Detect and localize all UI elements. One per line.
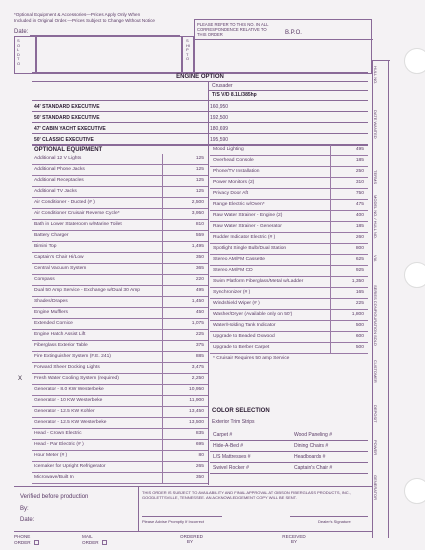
model-name: 47' CABIN YACHT EXECUTIVE [34, 126, 106, 132]
option-label: Water/Holding Tank Indicator [213, 323, 276, 328]
option-row[interactable] [32, 440, 208, 451]
option-price: 925 [355, 268, 364, 273]
color-row[interactable] [210, 441, 368, 452]
side-label: VIA [373, 255, 378, 262]
option-label: Stereo AM/FM Cassette [213, 257, 265, 262]
option-row[interactable] [210, 277, 368, 288]
phone-order-checkbox[interactable] [34, 540, 39, 545]
option-row[interactable] [32, 176, 208, 187]
option-label: Generator - 8.0 KW Westerbeke [34, 387, 104, 392]
option-label: Battery Charger [34, 233, 69, 238]
option-price: 225 [355, 301, 364, 306]
engine-title: ENGINE OPTION [176, 74, 224, 80]
option-label: * Cruisair Requires 50 amp Service [213, 356, 290, 361]
sold-to-box [14, 36, 36, 74]
header-note: *Optional Equipment & Accessories—Prices Apply Only When [14, 12, 141, 17]
option-row[interactable] [32, 253, 208, 264]
optional-title: OPTIONAL EQUIPMENT [34, 147, 103, 153]
option-row[interactable] [32, 341, 208, 352]
option-label: Additional Phone Jacks [34, 167, 85, 172]
option-label: Overhead Console [213, 158, 254, 163]
option-label: Raw Water Strainer - Engine (2) [213, 213, 283, 218]
color-field: Hide-A-Bed # [213, 443, 244, 449]
option-row[interactable] [32, 407, 208, 418]
side-label: POWER [373, 440, 378, 456]
option-price: 625 [355, 257, 364, 262]
option-price: 1,350 [351, 279, 364, 284]
option-price: 495 [355, 147, 364, 152]
model-price: 195,590 [210, 137, 229, 143]
option-row[interactable] [32, 330, 208, 341]
option-label: Generator - 12.5 KW Westerbeke [34, 420, 107, 425]
contract-text: THIS ORDER IS SUBJECT TO AVAILABILITY AND FINAL APPROVAL AT GIBSON FIBERGLASS PRODUCTS, INC., [142, 490, 351, 495]
option-row[interactable] [32, 308, 208, 319]
option-row[interactable] [32, 396, 208, 407]
side-label: HULL NO. [373, 66, 378, 85]
color-field: Wood Paneling # [294, 432, 332, 438]
option-row[interactable] [210, 222, 368, 233]
option-price: 2,250 [191, 376, 204, 381]
option-price: 13,450 [189, 409, 204, 414]
option-row[interactable] [32, 352, 208, 363]
option-price: 375 [195, 343, 204, 348]
option-row[interactable] [210, 200, 368, 211]
option-row[interactable] [210, 321, 368, 332]
option-price: 500 [355, 345, 364, 350]
option-row[interactable] [32, 198, 208, 209]
header-note: Included in Original Order.—Prices Subject to Change Without Notice [14, 18, 155, 23]
option-price: 185 [355, 158, 364, 163]
option-label: Fiberglass Exterior Table [34, 343, 88, 348]
color-row[interactable] [210, 430, 368, 441]
phone-order-label: ORDER [14, 540, 31, 545]
option-row[interactable] [32, 165, 208, 176]
option-price: 559 [195, 233, 204, 238]
ship-to-box [182, 36, 194, 74]
option-price: 125 [195, 167, 204, 172]
option-label: Icemaker for Upright Refrigerator [34, 464, 106, 469]
side-label: SOLD [373, 335, 378, 346]
option-row[interactable] [32, 264, 208, 275]
option-label: Range Electric w/Oven* [213, 202, 265, 207]
punch-hole [404, 478, 425, 504]
option-label: Stereo AM/FM CD [213, 268, 253, 273]
option-price: 125 [195, 178, 204, 183]
option-row[interactable] [32, 451, 208, 462]
option-price: 835 [195, 431, 204, 436]
option-price: 365 [195, 266, 204, 271]
option-row[interactable] [32, 154, 208, 165]
color-field: Headboards # [294, 454, 326, 460]
engine-model-row[interactable] [32, 123, 368, 134]
option-label: Swim Platform Fiberglass/Metal w/Ladder [213, 279, 304, 284]
option-price: 2,500 [191, 200, 204, 205]
option-label: Raw Water Strainer - Generator [213, 224, 282, 229]
punch-hole [404, 262, 425, 288]
option-row[interactable] [32, 242, 208, 253]
option-row[interactable] [210, 299, 368, 310]
option-label: Generator - 10 KW Westerbeke [34, 398, 103, 403]
ship-to-field[interactable] [194, 19, 372, 74]
option-label: Captain's Chair Hi/Low [34, 255, 84, 260]
option-row[interactable] [32, 275, 208, 286]
option-label: Engine Mufflers [34, 310, 68, 315]
side-label: DEPOSIT [373, 405, 378, 423]
selected-mark: X [18, 376, 23, 382]
engine-model-row[interactable] [32, 112, 368, 123]
option-label: Central Vacuum System [34, 266, 87, 271]
option-price: 250 [355, 169, 364, 174]
option-price: 225 [195, 332, 204, 337]
option-row[interactable] [210, 255, 368, 266]
option-label: Dual 50 Amp Service - Exchange w/Dual 30 Amp [34, 288, 141, 293]
engine-model-row[interactable] [32, 134, 368, 145]
option-price: 800 [355, 246, 364, 251]
option-label: Additional 12 V Lights [34, 156, 82, 161]
model-name: 50' STANDARD EXECUTIVE [34, 115, 100, 121]
option-label: Head - Par Electric (# ) [34, 442, 84, 447]
option-row[interactable] [32, 231, 208, 242]
option-label: Phone/TV Installation [213, 169, 260, 174]
option-price: 450 [195, 310, 204, 315]
option-label: Compass [34, 277, 55, 282]
option-price: 1,450 [191, 299, 204, 304]
option-row[interactable] [210, 244, 368, 255]
option-price: 310 [355, 180, 364, 185]
engine-name: Crusader [212, 83, 233, 89]
option-price: 1,495 [191, 244, 204, 249]
option-price: 3,475 [191, 365, 204, 370]
sold-to-field[interactable] [36, 36, 182, 74]
option-price: 350 [195, 255, 204, 260]
option-row[interactable] [210, 310, 368, 321]
side-label: CUSTOMER [373, 360, 378, 383]
side-label: MODEL NO. / HULL NO. [373, 195, 378, 239]
option-price: 600 [355, 334, 364, 339]
option-price: 80 [198, 453, 204, 458]
model-price: 192,500 [210, 115, 229, 121]
option-price: 260 [355, 235, 364, 240]
option-row[interactable] [32, 473, 208, 484]
side-label: GENERATOR [373, 475, 378, 500]
option-row[interactable] [210, 156, 368, 167]
option-label: Engine Hatch Assist Lift [34, 332, 86, 337]
option-price: 11,900 [189, 398, 204, 403]
option-row [210, 354, 368, 365]
option-price: 1,800 [351, 312, 364, 317]
option-row[interactable] [32, 319, 208, 330]
option-price: 350 [195, 475, 204, 480]
option-row[interactable] [210, 288, 368, 299]
option-price: 810 [195, 222, 204, 227]
side-label: TERMS [373, 170, 378, 184]
color-row[interactable] [210, 463, 368, 474]
mail-order-checkbox[interactable] [102, 540, 107, 545]
exterior-label: Exterior Trim Strips [212, 419, 255, 425]
option-price: 165 [355, 290, 364, 295]
option-label: Generator - 12.5 KW Kohler [34, 409, 95, 414]
option-row[interactable] [32, 418, 208, 429]
option-label: Air Conditioner - Ducted (# ) [34, 200, 95, 205]
color-row[interactable] [210, 452, 368, 463]
option-price: 475 [355, 202, 364, 207]
engine-model-row[interactable] [32, 101, 368, 112]
verified-label: Verified before production [20, 494, 89, 500]
option-row[interactable] [32, 286, 208, 297]
option-label: Spotlight Single Bulb/Dual Station [213, 246, 287, 251]
color-field: L/S Mattresses # [213, 454, 251, 460]
option-row[interactable] [32, 220, 208, 231]
option-label: Hour Meter (# ) [34, 453, 68, 458]
option-row[interactable] [32, 209, 208, 220]
advise-text: Please Advise Promptly If Incorrect [142, 519, 205, 524]
option-row[interactable] [210, 332, 368, 343]
option-row[interactable] [210, 233, 368, 244]
option-row[interactable] [18, 374, 208, 385]
option-row[interactable] [210, 266, 368, 277]
side-label: DATE WANTED [373, 110, 378, 139]
option-label: Forward Sheer Docking Lights [34, 365, 100, 370]
option-price: 750 [355, 191, 364, 196]
option-price: 495 [195, 288, 204, 293]
color-field: Dining Chairs # [294, 443, 329, 449]
option-label: Upgrade to Berber Carpet [213, 345, 270, 350]
option-row[interactable] [210, 145, 368, 156]
color-field: Captain's Chair # [294, 465, 333, 471]
ordered-by-label: ORDERED BY [180, 534, 203, 544]
option-label: Microwave/Built In [34, 475, 74, 480]
contract-text: GOODLETTSVILLE, TENNESSEE. AN ACKNOWLEDGEMENT COPY WILL BE SENT. [142, 495, 297, 500]
option-label: Additional TV Jacks [34, 189, 77, 194]
option-label: Extended Cornice [34, 321, 73, 326]
option-price: 400 [355, 213, 364, 218]
received-by-label: RECEIVED BY [282, 534, 306, 544]
option-label: Fire Extinguisher System (F.E. 241) [34, 354, 111, 359]
option-row[interactable] [210, 167, 368, 178]
option-label: Fresh Water Cooling System (required) [34, 376, 119, 381]
sold-to-label: SOLD TO [17, 38, 21, 66]
option-label: Head - Crown Electric [34, 431, 82, 436]
option-label: Additional Receptacles [34, 178, 84, 183]
option-label: Synchronizer (# ) [213, 290, 251, 295]
option-price: 885 [195, 354, 204, 359]
option-row[interactable] [32, 462, 208, 473]
model-price: 160,950 [210, 104, 229, 110]
model-price: 180,699 [210, 126, 229, 132]
punch-hole [404, 48, 425, 74]
option-price: 10,950 [189, 387, 204, 392]
option-label: Upgrade to Beaded Oxwood [213, 334, 275, 339]
option-price: 1,075 [191, 321, 204, 326]
color-title: COLOR SELECTION [212, 408, 270, 414]
corr-note: THIS ORDER [197, 32, 223, 37]
option-price: 13,500 [189, 420, 204, 425]
option-price: 185 [355, 224, 364, 229]
option-row[interactable] [210, 178, 368, 189]
option-price: 265 [195, 464, 204, 469]
date-footer-label: Date: [20, 517, 35, 523]
engine-spec: T/S V/D 8.1L/385hp [212, 92, 257, 98]
option-row[interactable] [210, 189, 368, 200]
option-label: Rudder Indicator Electric (# ) [213, 235, 276, 240]
option-row[interactable] [32, 363, 208, 374]
option-label: Power Monitors (2) [213, 180, 255, 185]
option-price: 220 [195, 277, 204, 282]
side-label: SERIES CONFIGURATION [373, 285, 378, 335]
model-name: 50' CLASSIC EXECUTIVE [34, 137, 94, 143]
mail-label: MAIL [82, 534, 93, 539]
option-row[interactable] [32, 385, 208, 396]
dealer-signature-label: Dealer's Signature [318, 519, 351, 524]
option-label: Air Conditioner Cruisair Reverse Cycle* [34, 211, 120, 216]
option-price: 125 [195, 189, 204, 194]
option-label: Mood Lighting [213, 147, 244, 152]
option-price: 500 [355, 323, 364, 328]
option-label: Privacy Door Aft [213, 191, 249, 196]
model-name: 44' STANDARD EXECUTIVE [34, 104, 100, 110]
option-row[interactable] [210, 343, 368, 354]
phone-label: PHONE [14, 534, 31, 539]
corr-note: PLEASE REFER TO THIS NO. IN ALL [197, 22, 269, 27]
color-field: Carpet # [213, 432, 233, 438]
option-row[interactable] [32, 429, 208, 440]
date-label: Date: [14, 29, 29, 35]
option-label: Bimini Top [34, 244, 57, 249]
by-label: By: [20, 506, 29, 512]
bpo-label: B.P.O. [285, 30, 302, 36]
ship-to-label: SHIP TO [186, 38, 190, 62]
color-field: Swivel Rocker # [213, 465, 249, 471]
corr-note: CORRESPONDENCE RELATIVE TO [197, 27, 267, 32]
option-label: Shades/Drapes [34, 299, 68, 304]
option-price: 3,950 [191, 211, 204, 216]
option-price: 125 [195, 156, 204, 161]
option-label: Washer/Dryer (Available only on 50') [213, 312, 293, 317]
option-row[interactable] [210, 211, 368, 222]
mail-order-label: ORDER [82, 540, 99, 545]
option-row[interactable] [32, 297, 208, 308]
option-label: Bath in Lower Stateroom w/Marine Toilet [34, 222, 122, 227]
option-row[interactable] [32, 187, 208, 198]
option-label: Windshield Wiper (# ) [213, 301, 260, 306]
option-price: 695 [195, 442, 204, 447]
